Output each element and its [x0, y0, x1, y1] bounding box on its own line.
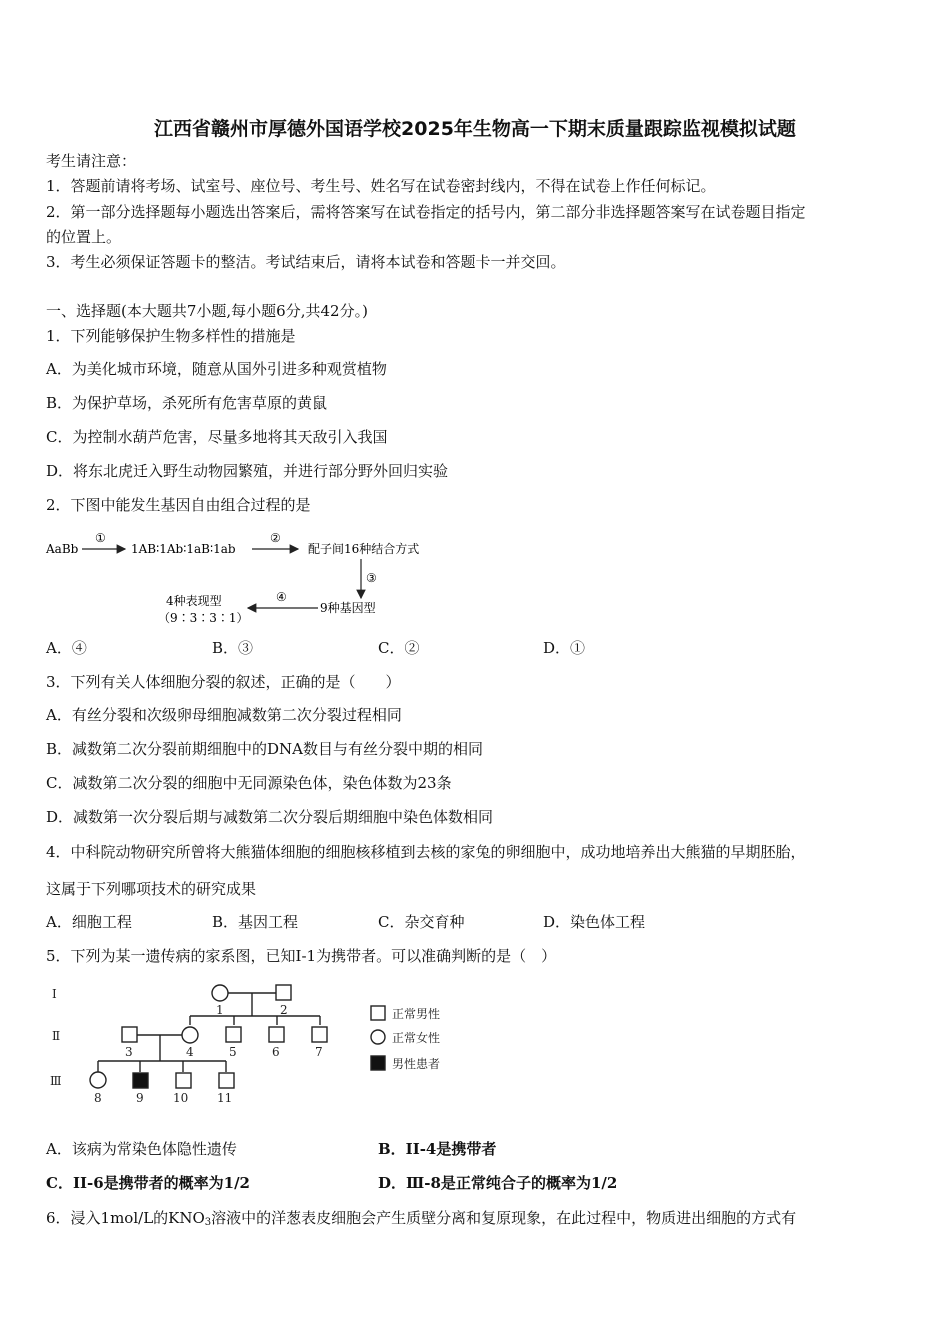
individual-III-11 [219, 1073, 234, 1088]
q3-option-a: A．有丝分裂和次级卵母细胞减数第二次分裂过程相同 [46, 706, 402, 724]
label-6: 6 [272, 1045, 280, 1059]
q2-flow-diagram [40, 528, 460, 630]
q5-option-d: D．Ⅲ-8是正常纯合子的概率为1/2 [378, 1174, 618, 1192]
q4-stem-line2: 这属于下列哪项技术的研究成果 [46, 880, 257, 898]
individual-I-2 [276, 985, 291, 1000]
label-9: 9 [136, 1091, 144, 1105]
legend-normal-female: 正常女性 [392, 1031, 441, 1045]
q2-option-d: D．① [543, 639, 586, 657]
q6-stem-part-a: 6．浸入1mol/L的KNO [46, 1209, 205, 1227]
ratio-label: （9∶3∶3∶1） [158, 611, 249, 625]
q6-stem [46, 1208, 796, 1233]
combos-label: 配子间16种结合方式 [308, 542, 420, 556]
individual-III-9 [133, 1073, 148, 1088]
q3-option-d: D．减数第一次分裂后期与减数第二次分裂后期细胞中染色体数相同 [46, 808, 494, 826]
q2-option-a: A．④ [46, 639, 87, 657]
q3-stem: 3．下列有关人体细胞分裂的叙述，正确的是（ ） [46, 673, 401, 691]
legend-affected-male: 男性患者 [392, 1057, 441, 1071]
step-4-label: ④ [276, 590, 287, 604]
q3-option-c: C．减数第二次分裂的细胞中无同源染色体，染色体数为23条 [46, 774, 452, 792]
q1-option-c: C．为控制水葫芦危害，尽量多地将其天敌引入我国 [46, 428, 388, 446]
section-heading: 一、选择题(本大题共7小题,每小题6分,共42分。) [46, 302, 368, 320]
individual-I-1 [212, 985, 228, 1001]
q1-option-b: B．为保护草场，杀死所有危害草原的黄鼠 [46, 394, 328, 412]
q5-stem: 5．下列为某一遗传病的家系图，已知I-1为携带者。可以准确判断的是（ ） [46, 947, 557, 965]
legend-normal-female-icon [371, 1030, 385, 1044]
q5-option-b: B．II-4是携带者 [378, 1140, 497, 1158]
q4-option-a: A．细胞工程 [46, 913, 132, 931]
gen-label-1: Ⅰ [52, 987, 57, 1001]
label-5: 5 [229, 1045, 237, 1059]
legend-normal-male: 正常男性 [392, 1007, 441, 1021]
q5-option-c: C．II-6是携带者的概率为1/2 [46, 1174, 250, 1192]
individual-II-5 [226, 1027, 241, 1042]
step-1-label: ① [95, 531, 106, 545]
label-1: 1 [216, 1003, 224, 1017]
notice-item-3: 3．考生必须保证答题卡的整洁。考试结束后，请将本试卷和答题卡一并交回。 [46, 253, 566, 271]
step-3-label: ③ [366, 571, 377, 585]
step-2-label: ② [270, 531, 281, 545]
q1-option-a: A．为美化城市环境，随意从国外引进多种观赏植物 [46, 360, 387, 378]
notice-item-2-cont: 的位置上。 [46, 228, 122, 246]
q1-stem: 1．下列能够保护生物多样性的措施是 [46, 327, 296, 345]
individual-II-4 [182, 1027, 198, 1043]
q1-option-d: D．将东北虎迁入野生动物园繁殖，并进行部分野外回归实验 [46, 462, 449, 480]
gametes-label: 1AB∶1Ab∶1aB∶1ab [131, 542, 236, 556]
legend-affected-male-icon [371, 1056, 385, 1070]
q6-stem-subscript: 3 [204, 1217, 212, 1228]
notice-item-2: 2．第一部分选择题每小题选出答案后，需将答案写在试卷指定的括号内，第二部分非选择题答案写在试卷题目指定 [46, 203, 806, 221]
q6-stem-part-b: 溶液中的洋葱表皮细胞会产生质壁分离和复原现象，在此过程中，物质进出细胞的方式有 [211, 1209, 797, 1227]
q2-stem: 2．下图中能发生基因自由组合过程的是 [46, 496, 311, 514]
label-7: 7 [315, 1045, 323, 1059]
individual-III-10 [176, 1073, 191, 1088]
notice-item-1: 1．答题前请将考场、试室号、座位号、考生号、姓名写在试卷密封线内，不得在试卷上作任何标记。 [46, 177, 716, 195]
individual-II-3 [122, 1027, 137, 1042]
q4-stem-line1: 4．中科院动物研究所曾将大熊猫体细胞的细胞核移植到去核的家兔的卵细胞中，成功地培养出大熊猫的早期胚胎， [46, 843, 806, 861]
page-title: 江西省赣州市厚德外国语学校2025年生物高一下期末质量跟踪监视模拟试题 [154, 118, 796, 140]
individual-II-7 [312, 1027, 327, 1042]
label-3: 3 [125, 1045, 133, 1059]
q4-option-c: C．杂交育种 [378, 913, 465, 931]
q2-option-c: C．② [378, 639, 420, 657]
phenotypes-label: 4种表现型 [166, 594, 222, 608]
q4-option-d: D．染色体工程 [543, 913, 646, 931]
q4-option-b: B．基因工程 [212, 913, 299, 931]
legend-normal-male-icon [371, 1006, 385, 1020]
gen-label-2: Ⅱ [52, 1029, 61, 1043]
label-11: 11 [217, 1091, 233, 1105]
genotype-start: AaBb [46, 542, 79, 556]
label-2: 2 [280, 1003, 288, 1017]
q3-option-b: B．减数第二次分裂前期细胞中的DNA数目与有丝分裂中期的相同 [46, 740, 484, 758]
label-8: 8 [94, 1091, 102, 1105]
gen-label-3: Ⅲ [50, 1074, 62, 1088]
genotypes-label: 9种基因型 [320, 601, 376, 615]
q2-option-b: B．③ [212, 639, 254, 657]
individual-III-8 [90, 1072, 106, 1088]
label-10: 10 [173, 1091, 189, 1105]
individual-II-6 [269, 1027, 284, 1042]
q5-option-a: A．该病为常染色体隐性遗传 [46, 1140, 237, 1158]
notice-heading: 考生请注意： [46, 152, 137, 170]
label-4: 4 [186, 1045, 194, 1059]
q5-pedigree-chart [40, 978, 480, 1108]
